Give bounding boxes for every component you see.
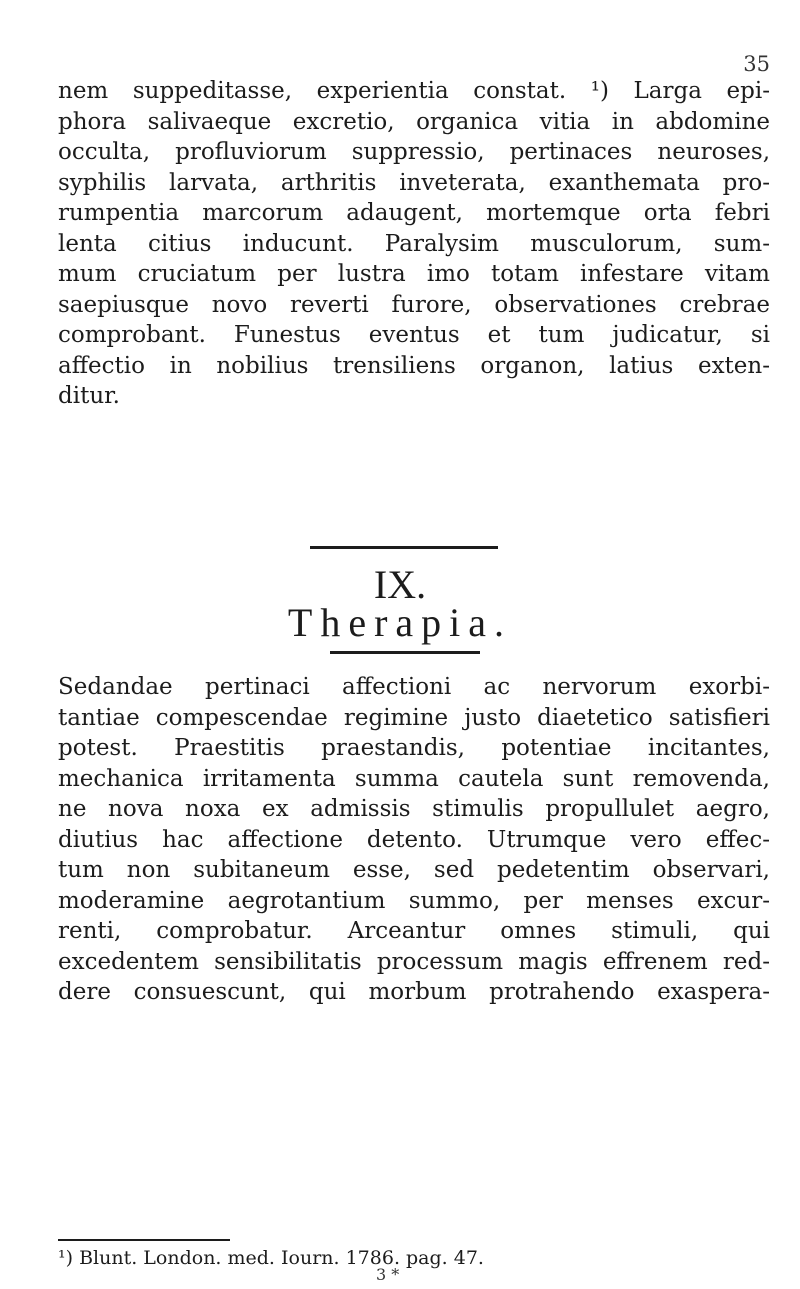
text-line: occulta, profluviorum suppressio, pertinaces neuroses, [58,139,770,165]
text-line: nem suppeditasse, experientia constat. ¹) Larga epi- [58,78,770,104]
section-divider-top [310,546,498,549]
footnote: ¹) Blunt. London. med. Iourn. 1786. pag. 47. [58,1247,484,1269]
text-line: lenta citius inducunt. Paralysim musculorum, sum- [58,230,770,257]
text-line: ne nova noxa ex admissis stimulis propullulet aegro, [58,796,770,822]
text-line: mum cruciatum per lustra imo totam infestare vitam [58,261,770,287]
text-line: syphilis larvata, arthritis inveterata, exanthemata pro- [58,169,770,196]
text-line: comprobant. Funestus eventus et tum judicatur, si [58,322,770,348]
section-divider-bottom [330,651,480,654]
chapter-title: Therapia. [287,600,513,645]
footnote-divider [58,1239,230,1241]
paragraph-top [58,76,770,412]
text-line: dere consuescunt, qui morbum protrahendo exaspera- [58,979,770,1005]
chapter-number: IX. [373,562,427,607]
text-line: Sedandae pertinaci affectioni ac nervorum exorbi- [58,674,770,700]
page-number: 35 [743,52,770,76]
text-line: moderamine aegrotantium summo, per menses excur- [58,887,770,914]
text-line: affectio in nobilius trensiliens organon, latius exten- [58,352,770,379]
paragraph-bottom [58,672,770,1008]
text-line: rumpentia marcorum adaugent, mortemque orta febri [58,200,770,226]
text-line: diutius hac affectione detento. Utrumque vero effec- [58,826,770,853]
text-line: mechanica irritamenta summa cautela sunt removenda, [58,765,770,792]
text-line: phora salivaeque excretio, organica vitia in abdomine [58,108,770,135]
text-line: tum non subitaneum esse, sed pedetentim observari, [58,857,770,883]
text-line: tantiae compescendae regimine justo diaetetico satisfieri [58,704,770,731]
text-line: potest. Praestitis praestandis, potentiae incitantes, [58,735,770,761]
text-line: saepiusque novo reverti furore, observationes crebrae [58,291,770,318]
text-line: ditur. [58,383,120,409]
text-line: excedentem sensibilitatis processum magis effrenem red- [58,948,770,975]
signature-mark: 3 * [376,1265,400,1284]
text-line: renti, comprobatur. Arceantur omnes stimuli, qui [58,918,770,944]
